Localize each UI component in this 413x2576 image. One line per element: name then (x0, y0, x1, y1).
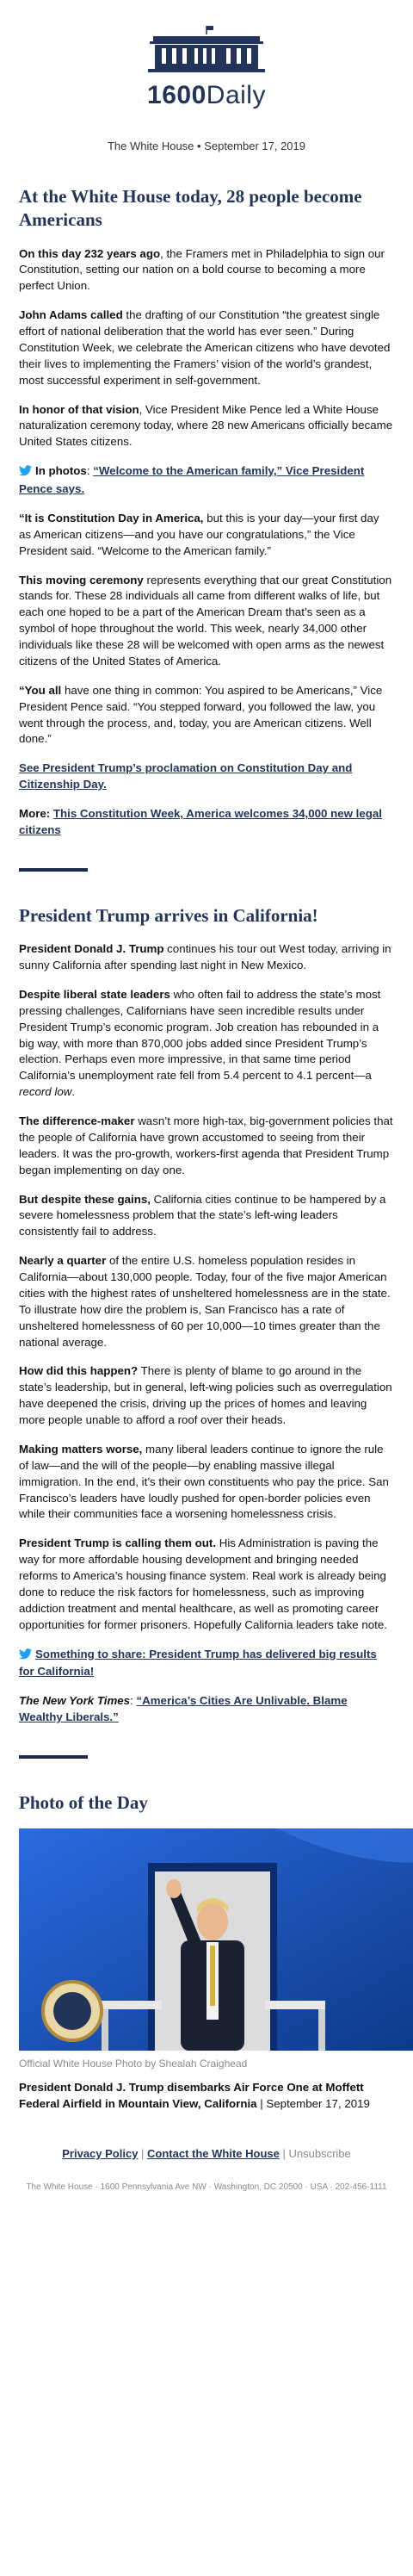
photo-of-the-day (19, 1828, 413, 2051)
link-constitution-week[interactable]: This Constitution Week, America welcomes 34,000 new legal citizens (19, 807, 382, 836)
footer-links (19, 2147, 394, 2160)
paragraph-lead: This moving ceremony (19, 573, 144, 587)
paragraph-text: but this is your day—your first day as American citizens—and you have our congratulations,” the Vice President said. “Welcome to the American family.” (19, 511, 379, 557)
paragraph-text: California cities continue to be hampered by a severe homelessness problem that the state’s left-wing leaders consistently fail to address. (19, 1192, 386, 1238)
section-title-citizenship: At the White House today, 28 people become Americans (19, 186, 362, 231)
white-house-icon (9, 24, 404, 76)
paragraph-lead: In photos (35, 464, 87, 478)
paragraph-lead: How did this happen? (19, 1364, 139, 1378)
paragraph-lead: John Adams called (19, 308, 123, 322)
paragraph-text: , Vice President Mike Pence led a White House naturalization ceremony today, where 28 new Americans officially became United States citizens. (19, 402, 393, 449)
paragraph-text: continues his tour out West today, arriving in sunny California after spending last night in New Mexico. (19, 942, 391, 972)
paragraph-nyt (19, 1693, 394, 1726)
link-welcome-american-family[interactable]: “Welcome to the American family,” Vice President Pence says. (19, 464, 365, 496)
paragraph-text: wasn’t more high-tax, big-government policies that the people of California have grown accustomed to seeing from their leaders. It was the pro-growth, workers-first agenda that President Trump began implementing on day one. (19, 1114, 393, 1176)
paragraph (19, 246, 394, 295)
link-proclamation[interactable]: See President Trump’s proclamation on Constitution Day and Citizenship Day. (19, 761, 353, 791)
section-divider (19, 1755, 88, 1759)
paragraph-lead: On this day 232 years ago (19, 246, 161, 260)
twitter-icon (19, 465, 32, 481)
paragraph (19, 1363, 394, 1429)
footer-separator: | (138, 2147, 148, 2161)
paragraph (19, 511, 394, 560)
paragraph-text: , the Framers met in Philadelphia to sign our Constitution, setting our nation on a bold course to becoming a more perfect Union. (19, 246, 385, 293)
paragraph-share (19, 1647, 394, 1681)
privacy-policy-link[interactable]: Privacy Policy (62, 2147, 139, 2161)
photo-credit: Official White House Photo by Shealah Craighead (19, 2058, 248, 2070)
paragraph-photos (19, 463, 394, 498)
link-nyt-article[interactable]: “America’s Cities Are Unlivable. Blame Wealthy Liberals.” (19, 1694, 348, 1724)
brand-wordmark (9, 81, 404, 110)
paragraph-text: have one thing in common: You aspired to be Americans,” Vice President Pence said. “You stepped forward, you followed the law, you went through the process, and, today, you are American citizens. Well done.” (19, 683, 383, 746)
paragraph (19, 941, 394, 974)
email-header (9, 0, 404, 152)
link-share-california[interactable]: Something to share: President Trump has delivered big results for California! (19, 1647, 377, 1679)
brand-prefix: 1600 (147, 81, 206, 109)
paragraph-lead: “It is Constitution Day in America, (19, 511, 204, 525)
paragraph-lead: But despite these gains, (19, 1192, 151, 1206)
photo-caption (19, 2080, 394, 2113)
paragraph (19, 1253, 394, 1350)
paragraph-text: of the entire U.S. homeless population resides in California—about 130,000 people. Today, four of the five major American cities with the highest rates of unsheltered homelessness are in the state. To illustrate how dire the problem is, San Francisco has a rate of unsheltered homelessness of 60 per 10,000—10 times greater than the national average. (19, 1254, 391, 1349)
paragraph-lead: More: (19, 807, 51, 821)
paragraph-lead: The New York Times (19, 1694, 131, 1708)
brand-suffix: Daily (206, 81, 266, 109)
paragraph-lead: President Trump is calling them out. (19, 1536, 217, 1550)
separator: : (86, 464, 94, 478)
paragraph-lead: Despite liberal state leaders (19, 987, 170, 1001)
paragraph (19, 1114, 394, 1179)
paragraph-text: His Administration is paving the way for more affordable housing development and bringing needed reforms to America’s housing finance system. Real work is already being done to reduce the risk factors for homelessness, such as improving addiction treatment and mental healthcare, as well as promoting career opportunities for former prisoners. Hopefully California leaders take note. (19, 1536, 387, 1631)
paragraph (19, 1192, 394, 1241)
section-divider (19, 868, 88, 872)
paragraph-lead: “You all (19, 683, 62, 697)
caption-date: | September 17, 2019 (256, 2097, 370, 2111)
paragraph (19, 683, 394, 748)
paragraph-text: many liberal leaders continue to ignore the rule of law—and the will of the people—by enabling massive illegal immigration. In the end, it’s their own constituents who pay the price. San Francisco’s leaders have loudly pushed for open-border policies even while their communities face a worsening homelessness crisis. (19, 1442, 389, 1521)
footer-address: The White House · 1600 Pennsylvania Ave NW · Washington, DC 20500 · USA · 202-456-1111 (26, 2182, 387, 2193)
paragraph-lead: President Donald J. Trump (19, 942, 164, 956)
dateline: The White House • September 17, 2019 (107, 140, 305, 152)
paragraph-lead: The difference-maker (19, 1114, 135, 1128)
paragraph (19, 1442, 394, 1523)
separator: : (130, 1694, 137, 1708)
paragraph-end: . (71, 1085, 76, 1099)
paragraph (19, 987, 394, 1101)
footer-separator: | (279, 2147, 289, 2161)
section-title-california: President Trump arrives in California! (19, 904, 318, 926)
paragraph-lead: In honor of that vision (19, 402, 139, 416)
paragraph-lead: Nearly a quarter (19, 1254, 107, 1268)
paragraph-text: represents everything that our great Constitution stands for. These 28 individuals all came from different walks of life, but each one hoped to be a part of the American Dream that’s seen as a symbol of hope throughout the world. This week, nearly 34,000 other individuals like these 28 will be welcomed with open arms as the newest citizens of the United States of America. (19, 573, 392, 667)
section-title-photo: Photo of the Day (19, 1792, 148, 1814)
paragraph (19, 307, 394, 388)
unsubscribe-link[interactable]: Unsubscribe (288, 2147, 351, 2161)
paragraph-lead: Making matters worse, (19, 1442, 143, 1456)
paragraph (19, 573, 394, 670)
paragraph-link (19, 760, 394, 793)
caption-bold: President Donald J. Trump disembarks Air Force One at Moffett Federal Airfield in Mountain View, California (19, 2081, 364, 2111)
paragraph-text: the drafting of our Constitution “the greatest single effort of national deliberation that the world has ever seen.” During Constitution Week, we celebrate the American citizens who have devoted their lives to implementing the Framers’ vision of the world’s grandest, most successful experiment in self-government. (19, 308, 391, 387)
paragraph-italic: record low (19, 1085, 72, 1099)
contact-link[interactable]: Contact the White House (147, 2147, 280, 2161)
paragraph (19, 1536, 394, 1633)
paragraph-text: who often fail to address the state’s most pressing challenges, Californians have seen incredible results under President Trump’s economic program. Job creation has rebounded in a big way, with more than 870,000 jobs added since President Trump’s election. Perhaps even more impressive, in that same time period California’s unemployment rate fell from 5.4 percent to 4.1 percent—a (19, 987, 381, 1083)
paragraph-text: There is plenty of blame to go around in the state’s leadership, but in general, left-wing policies such as overregulation have deepened the crisis, driving up the prices of homes and leaving more people unable to afford a roof over their heads. (19, 1364, 392, 1427)
paragraph-more (19, 806, 394, 839)
paragraph (19, 402, 394, 451)
twitter-icon (19, 1648, 32, 1665)
